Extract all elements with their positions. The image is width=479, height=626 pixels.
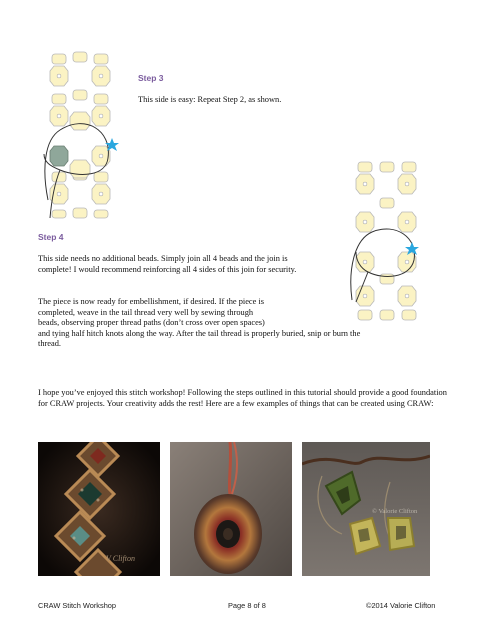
footer-title: CRAW Stitch Workshop <box>38 601 117 610</box>
step4-para2-line: completed, weave in the tail thread very well by sewing through <box>38 307 254 317</box>
step4-para2-line: thread. <box>38 339 62 349</box>
step4-para2-line: beads, observing proper thread paths (don’t cross over open spaces) <box>38 318 265 328</box>
photo1-watermark: V Clifton <box>106 554 135 563</box>
step4-para2-line: The piece is now ready for embellishment, if desired. If the piece is <box>38 297 265 306</box>
step4-paragraph-2 <box>38 297 448 350</box>
step3-text: This side is easy: Repeat Step 2, as shown. <box>138 95 282 104</box>
photo-craw-bracelet <box>38 442 160 576</box>
step4-title: Step 4 <box>38 232 64 242</box>
step3-diagram <box>30 50 130 220</box>
step3-title: Step 3 <box>138 73 164 83</box>
photo-craw-earrings <box>302 442 430 576</box>
footer-copyright: ©2014 Valorie Clifton <box>366 601 436 610</box>
photo3-watermark: © Valorie Clifton <box>372 508 418 515</box>
photo-craw-pendant <box>170 442 292 576</box>
footer-page-number: Page 8 of 8 <box>228 601 266 610</box>
closing-paragraph: I hope you’ve enjoyed this stitch workshop! Following the steps outlined in this tutorial should provide a good foundation for CRAW projects. Your creativity adds the rest! Here are a few examples of things that can be created using CRAW: <box>38 388 447 408</box>
step4-para2-line: and tying half hitch knots along the way. After the tail thread is properly buried, snip or burn the <box>38 328 361 338</box>
step4-paragraph-1: This side needs no additional beads. Simply join all 4 beads and the join is complete! I would recommend reinforcing all 4 sides of this join for security. <box>38 254 297 274</box>
